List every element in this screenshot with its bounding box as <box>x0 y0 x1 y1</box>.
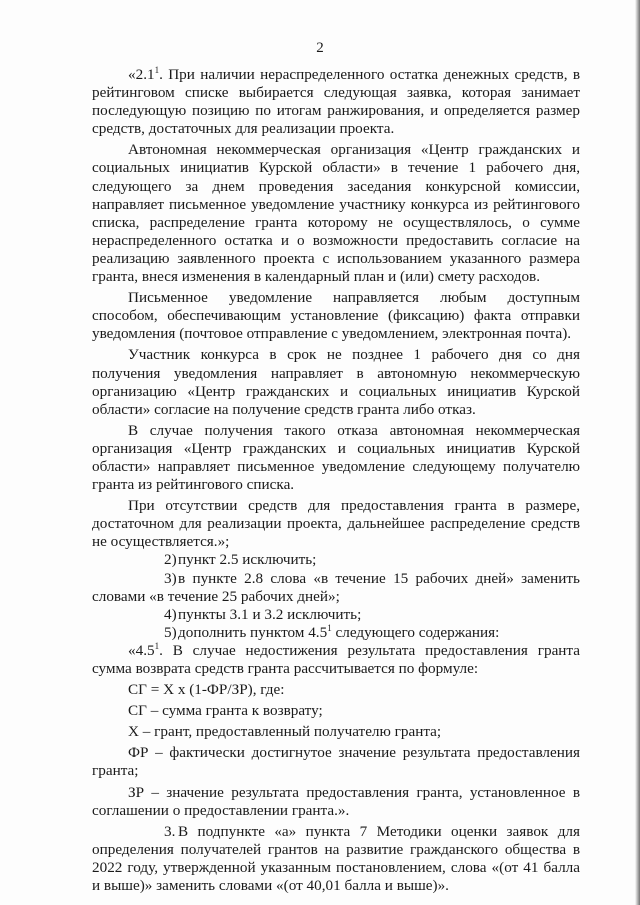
definition-zr: ЗР – значение результата предоставления гранта, установленное в соглашении о предоставлении гранта.». <box>92 783 580 819</box>
list-item-number: 5) <box>164 623 177 641</box>
list-item-p3 <box>92 823 580 895</box>
superscript: 1 <box>154 640 160 651</box>
list-item-number: 3. <box>164 822 176 840</box>
list-item-number: 4) <box>164 605 177 623</box>
paragraph-participant-consent: Участник конкурса в срок не позднее 1 рабочего дня со дня получения уведомления направляет в автономную некоммерческую организацию «Центр гражданских и социальных инициатив Курской области» согласие на получение средств гранта либо отказ. <box>92 346 580 418</box>
list-item-2 <box>92 551 580 569</box>
paragraph-ano-notification: Автономная некоммерческая организация «Центр гражданских и социальных инициатив Курской области» в течение 1 рабочего дня, следующего за днем проведения заседания конкурсной комиссии, направляет письменное уведомление участнику конкурса из рейтингового списка, распределение гранта которому не осуществлялось, о сумме нераспределенного остатка и о возможности предоставить согласие на реализацию заявленного проекта с использованием указанного размера гранта, внеся изменения в календарный план и (или) смету расходов. <box>92 141 580 286</box>
paragraph-2-1-body: . При наличии нераспределенного остатка денежных средств, в рейтинговом списке выбирается следующая заявка, которая занимает последующую позицию по итогам ранжирования, и определяется размер средств, достаточных для реализации проекта. <box>92 66 580 138</box>
definition-fr: ФР – фактически достигнутое значение результата предоставления гранта; <box>92 744 580 780</box>
list-item-3 <box>92 570 580 606</box>
paragraph-4-5-open: «4.5 <box>128 641 155 659</box>
definition-x: Х – грант, предоставленный получателю гранта; <box>128 723 442 741</box>
list-item-text: дополнить пунктом 4.5 <box>178 623 328 641</box>
list-item-5 <box>92 624 580 642</box>
list-item-text: пункты 3.1 и 3.2 исключить; <box>178 605 362 623</box>
scan-edge-shadow <box>635 0 640 905</box>
paragraph-refusal: В случае получения такого отказа автономная некоммерческая организация «Центр гражданских и социальных инициатив Курской области» направляет письменное уведомление следующему получателю гранта из рейтингового списка. <box>92 421 580 494</box>
definition-sg: СГ – сумма гранта к возврату; <box>128 702 323 720</box>
paragraph-4-5-body: . В случае недостижения результата предоставления гранта сумма возврата средств гранта рассчитывается по формуле: <box>92 641 580 677</box>
paragraph-notice-method: Письменное уведомление направляется любым доступным способом, обеспечивающим установление (фиксацию) факта отправки уведомления (почтовое отправление с уведомлением, электронная почта). <box>92 289 580 343</box>
paragraph-2-1 <box>92 66 580 138</box>
list-item-4 <box>92 606 580 624</box>
superscript: 1 <box>154 64 160 75</box>
list-item-number: 3) <box>164 569 177 587</box>
page-number: 2 <box>316 40 324 56</box>
list-item-number: 2) <box>164 551 177 569</box>
paragraph-absence-of-funds: При отсутствии средств для предоставления гранта в размере, достаточном для реализации проекта, дальнейшее распределение средств не осуществляется.»; <box>92 497 580 551</box>
list-item-text: В подпункте «а» пункта 7 Методики оценки заявок для определения получателей грантов на развитие гражданского общества в 2022 году, утвержденной указанным постановлением, слова «(от 41 балла и выше)» заменить словами «(от 40,01 балла и выше)». <box>92 822 580 895</box>
paragraph-4-5 <box>92 642 580 678</box>
paragraph-2-1-open: «2.1 <box>128 66 155 83</box>
formula: СГ = Х х (1-ФР/ЗР), где: <box>128 681 285 699</box>
list-item-text: в пункте 2.8 слова «в течение 15 рабочих дней» заменить словами «в течение 25 рабочих дней»; <box>92 569 580 605</box>
document-body <box>92 66 580 895</box>
superscript: 1 <box>327 622 332 633</box>
list-item-text: пункт 2.5 исключить; <box>178 551 317 569</box>
list-item-text: следующего содержания: <box>331 623 500 641</box>
